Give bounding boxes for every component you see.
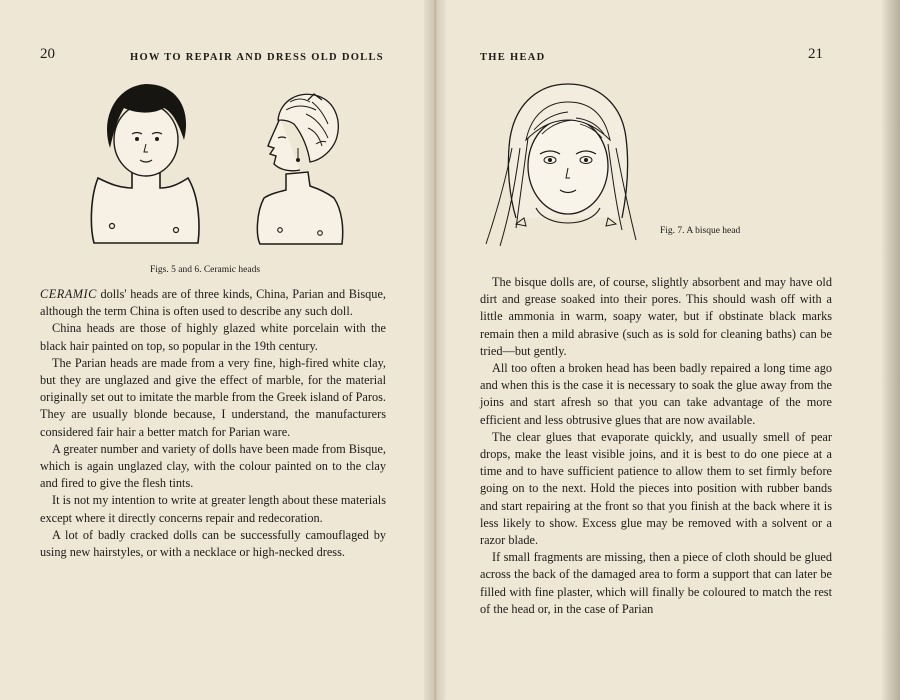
right-body-text [480,274,832,618]
paragraph: The Parian heads are made from a very fine, high-fired white clay, but they are unglazed and give the effect of marble, for the material originally set out to imitate the marble from the Greek island of Paros. They are usually blonde because, I understand, the manufacturers considered fair hair a better match for Parian ware. [40,355,386,439]
left-page [0,0,424,700]
parian-head-illustration [250,88,350,248]
paragraph: If small fragments are missing, then a piece of cloth should be glued across the back of the damaged area to form a support that can later be filled with fine plaster, which will finally be coloured to match the rest of the head or, in the case of Parian [480,550,832,616]
left-body-text [40,286,386,561]
page-edge [882,0,900,700]
paragraph: A greater number and variety of dolls have been made from Bisque, which is again unglazed clay, with the colour painted on to the clay and fired to give the flesh tints. [40,441,386,491]
paragraph: CERAMIC dolls' heads are of three kinds, China, Parian and Bisque, although the term China is often used to describe any such doll. [40,287,386,319]
paragraph: China heads are those of highly glazed white porcelain with the black hair painted on top, so popular in the 19th century. [40,321,386,353]
right-page [446,0,882,700]
left-page-number: 20 [40,46,55,62]
left-figure-caption: Figs. 5 and 6. Ceramic heads [150,265,261,275]
china-head-illustration [80,78,210,248]
bisque-head-illustration [476,78,656,253]
paragraph: The clear glues that evaporate quickly, and usually smell of pear drops, make the least visible joins, and it is best to do one piece at a time and to have sufficient patience to allow them to set firmly before going on to the next. Hold the pieces into position with rubber bands and start repairing at the front so that you finish at the back where it is less likely to show. Excess glue may be removed with a solvent or a razor blade. [480,429,832,548]
lead-word: CERAMIC [40,287,97,301]
right-figure-caption: Fig. 7. A bisque head [660,226,741,236]
paragraph: It is not my intention to write at greater length about these materials except where it directly concerns repair and redecoration. [40,493,386,525]
paragraph: The bisque dolls are, of course, slightly absorbent and may have old dirt and grease soaked into their pores. This should wash off with a little ammonia in warm, soapy water, but if obstinate black marks remain then a mild abrasive (such as is sold for cleaning baths) can be tried—but gently. [480,275,832,358]
paragraph: A lot of badly cracked dolls can be successfully camouflaged by using new hairstyles, or with a necklace or high-necked dress. [40,527,386,560]
right-running-head: THE HEAD [480,52,546,63]
paragraph: All too often a broken head has been badly repaired a long time ago and when this is the case it is necessary to soak the glue away from the joins and start afresh so that you can take advantage of the more efficient and less obtrusive glues that are now available. [480,361,832,427]
right-page-number: 21 [808,46,823,62]
left-running-head: HOW TO REPAIR AND DRESS OLD DOLLS [130,52,384,63]
book-gutter [424,0,446,700]
